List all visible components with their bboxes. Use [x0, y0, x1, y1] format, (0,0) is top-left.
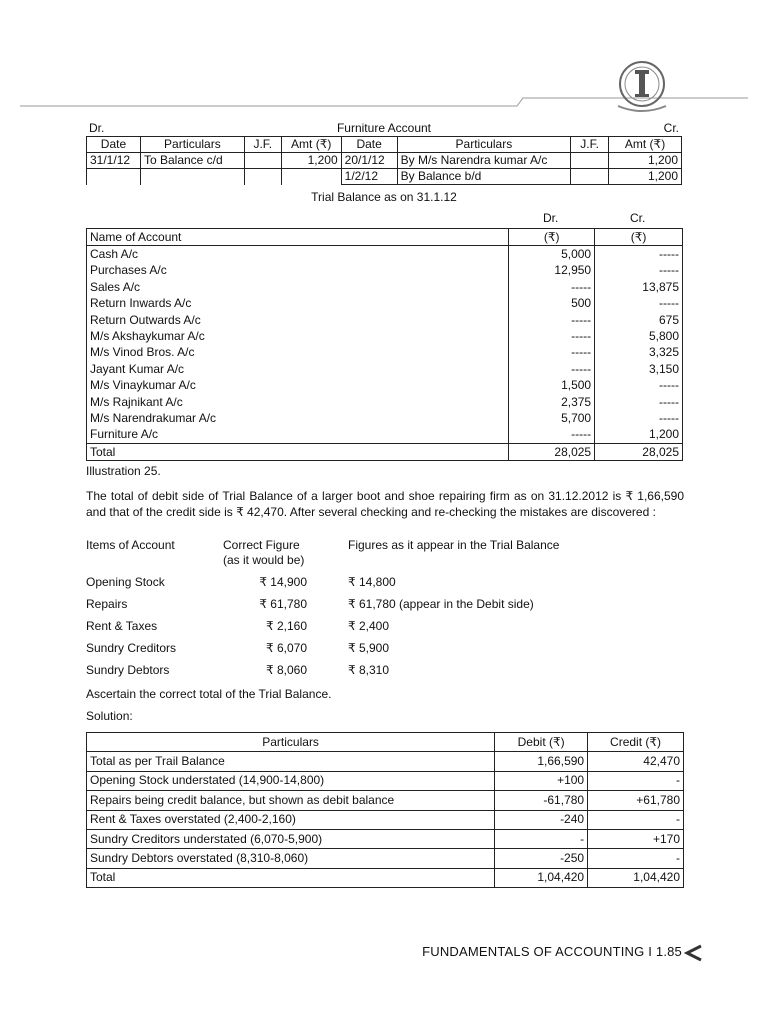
cell: -	[588, 771, 684, 790]
header-cell: Particulars	[140, 137, 244, 153]
col-subheader: (as it would be)	[223, 553, 305, 567]
cell	[244, 169, 281, 185]
cell	[87, 169, 141, 185]
items-header	[86, 538, 686, 554]
item-correct: ₹ 14,900	[259, 575, 307, 589]
cell: -----	[595, 378, 683, 394]
cell: Return Outwards A/c	[87, 312, 509, 328]
cell: 675	[595, 312, 683, 328]
header-cell: Particulars	[87, 733, 495, 752]
list-item	[86, 619, 686, 635]
cell: -	[495, 829, 588, 848]
item-shown: ₹ 2,400	[348, 619, 389, 633]
cell: M/s Rajnikant A/c	[87, 394, 509, 410]
cell: To Balance c/d	[140, 153, 244, 169]
cell: Rent & Taxes overstated (2,400-2,160)	[87, 810, 495, 829]
cell	[140, 169, 244, 185]
table-row	[87, 296, 683, 312]
cell: M/s Narendrakumar A/c	[87, 410, 509, 426]
cell: +100	[495, 771, 588, 790]
table-row	[87, 263, 683, 279]
chevron-left-icon	[684, 944, 704, 962]
trial-balance-title: Trial Balance as on 31.1.12	[311, 190, 457, 204]
item-name: Sundry Creditors	[86, 641, 177, 655]
list-item	[86, 663, 686, 679]
cell: -250	[495, 849, 588, 868]
header-cell: J.F.	[244, 137, 281, 153]
cell: 5,000	[509, 246, 595, 263]
items-subheader	[86, 553, 686, 569]
cell: -----	[595, 410, 683, 426]
cell: 3,150	[595, 361, 683, 377]
cell: 1,200	[281, 153, 341, 169]
cell: 5,700	[509, 410, 595, 426]
cell: -	[588, 810, 684, 829]
table-total-row	[87, 868, 684, 887]
cell: 1,200	[595, 427, 683, 444]
cell: -----	[595, 263, 683, 279]
cell: 1,66,590	[495, 752, 588, 771]
header-cell: Date	[341, 137, 397, 153]
list-item	[86, 641, 686, 657]
header-cell: J.F.	[571, 137, 609, 153]
item-name: Repairs	[86, 597, 128, 611]
cell	[244, 153, 281, 169]
page-footer: FUNDAMENTALS OF ACCOUNTING I 1.85	[422, 944, 682, 959]
furniture-account-heading	[86, 121, 682, 135]
cell: 1,04,420	[495, 868, 588, 887]
furniture-account-title: Furniture Account	[336, 121, 432, 135]
cell: -----	[595, 246, 683, 263]
header-cell: (₹)	[595, 229, 683, 246]
cell: Repairs being credit balance, but shown as debit balance	[87, 791, 495, 810]
header-cell: Name of Account	[87, 229, 509, 246]
cell: Sundry Debtors overstated (8,310-8,060)	[87, 849, 495, 868]
cell: -----	[509, 427, 595, 444]
cell: -	[588, 849, 684, 868]
trial-cr-label: Cr.	[630, 211, 646, 225]
cell: 3,325	[595, 345, 683, 361]
cell: 13,875	[595, 279, 683, 295]
header-cell: Date	[87, 137, 141, 153]
cell: 42,470	[588, 752, 684, 771]
item-correct: ₹ 61,780	[259, 597, 307, 611]
item-name: Sundry Debtors	[86, 663, 170, 677]
cell	[571, 153, 609, 169]
cell: Cash A/c	[87, 246, 509, 263]
trial-dr-label: Dr.	[543, 211, 559, 225]
table-row	[87, 153, 682, 169]
cell: -----	[509, 279, 595, 295]
cell: Return Inwards A/c	[87, 296, 509, 312]
table-row	[87, 169, 682, 185]
table-row	[87, 810, 684, 829]
furniture-account-table	[86, 136, 682, 185]
cell: -----	[509, 345, 595, 361]
header-cell: Particulars	[397, 137, 571, 153]
dr-label: Dr.	[89, 121, 105, 135]
col-header: Items of Account	[86, 538, 175, 552]
cell: 2,375	[509, 394, 595, 410]
cell: Sales A/c	[87, 279, 509, 295]
header-cell: Debit (₹)	[495, 733, 588, 752]
list-item	[86, 597, 686, 613]
cell: M/s Akshaykumar A/c	[87, 328, 509, 344]
item-shown: ₹ 5,900	[348, 641, 389, 655]
institute-logo-icon	[610, 52, 674, 116]
cell: Purchases A/c	[87, 263, 509, 279]
header-cell: Credit (₹)	[588, 733, 684, 752]
cell: Total	[87, 868, 495, 887]
cell: M/s Vinod Bros. A/c	[87, 345, 509, 361]
cell: 1/2/12	[341, 169, 397, 185]
cell: -----	[509, 328, 595, 344]
header-cell: Amt (₹)	[281, 137, 341, 153]
item-shown: ₹ 8,310	[348, 663, 389, 677]
solution-label: Solution:	[86, 709, 133, 723]
table-row	[87, 378, 683, 394]
table-row	[87, 427, 683, 444]
cell: Opening Stock understated (14,900-14,800)	[87, 771, 495, 790]
table-header-row	[87, 137, 682, 153]
cell: By Balance b/d	[397, 169, 571, 185]
table-row	[87, 771, 684, 790]
cell: 28,025	[595, 444, 683, 461]
cell: -----	[595, 296, 683, 312]
cell: -----	[595, 394, 683, 410]
question-text: Ascertain the correct total of the Trial Balance.	[86, 687, 332, 701]
cell: 12,950	[509, 263, 595, 279]
header-cell: (₹)	[509, 229, 595, 246]
cell: 28,025	[509, 444, 595, 461]
header-cell: Amt (₹)	[609, 137, 682, 153]
cell: Total as per Trail Balance	[87, 752, 495, 771]
item-correct: ₹ 8,060	[266, 663, 307, 677]
cell: 1,200	[609, 153, 682, 169]
cell: -61,780	[495, 791, 588, 810]
cr-label: Cr.	[663, 121, 679, 135]
table-row	[87, 410, 683, 426]
illustration-heading: Illustration 25.	[86, 464, 161, 478]
table-row	[87, 345, 683, 361]
cell: -----	[509, 361, 595, 377]
table-row	[87, 752, 684, 771]
cell: By M/s Narendra kumar A/c	[397, 153, 571, 169]
cell: Total	[87, 444, 509, 461]
table-row	[87, 246, 683, 263]
table-header-row	[87, 229, 683, 246]
cell: Sundry Creditors understated (6,070-5,900)	[87, 829, 495, 848]
cell: 1,500	[509, 378, 595, 394]
cell	[281, 169, 341, 185]
table-total-row	[87, 444, 683, 461]
table-row	[87, 849, 684, 868]
cell: Jayant Kumar A/c	[87, 361, 509, 377]
cell: +61,780	[588, 791, 684, 810]
solution-table	[86, 732, 684, 888]
table-row	[87, 361, 683, 377]
cell: 1,04,420	[588, 868, 684, 887]
item-shown: ₹ 61,780 (appear in the Debit side)	[348, 597, 534, 611]
cell: +170	[588, 829, 684, 848]
table-row	[87, 328, 683, 344]
table-row	[87, 791, 684, 810]
cell: 31/1/12	[87, 153, 141, 169]
item-correct: ₹ 2,160	[266, 619, 307, 633]
cell	[571, 169, 609, 185]
col-header: Figures as it appear in the Trial Balance	[348, 538, 560, 552]
cell: 500	[509, 296, 595, 312]
illustration-paragraph: The total of debit side of Trial Balance of a larger boot and shoe repairing firm as on 31.12.2012 is ₹ 1,66,590 and that of the credit side is ₹ 42,470. After several checking and re-checking the mistakes are discovered :	[86, 489, 684, 519]
item-correct: ₹ 6,070	[266, 641, 307, 655]
cell: -----	[509, 312, 595, 328]
cell: M/s Vinaykumar A/c	[87, 378, 509, 394]
table-row	[87, 394, 683, 410]
table-header-row	[87, 733, 684, 752]
item-shown: ₹ 14,800	[348, 575, 396, 589]
table-row	[87, 312, 683, 328]
table-row	[87, 279, 683, 295]
trial-balance-table	[86, 228, 683, 461]
table-row	[87, 829, 684, 848]
list-item	[86, 575, 686, 591]
cell: -240	[495, 810, 588, 829]
cell: 1,200	[609, 169, 682, 185]
cell: Furniture A/c	[87, 427, 509, 444]
col-header: Correct Figure	[223, 538, 300, 552]
cell: 5,800	[595, 328, 683, 344]
cell: 20/1/12	[341, 153, 397, 169]
item-name: Opening Stock	[86, 575, 165, 589]
item-name: Rent & Taxes	[86, 619, 158, 633]
